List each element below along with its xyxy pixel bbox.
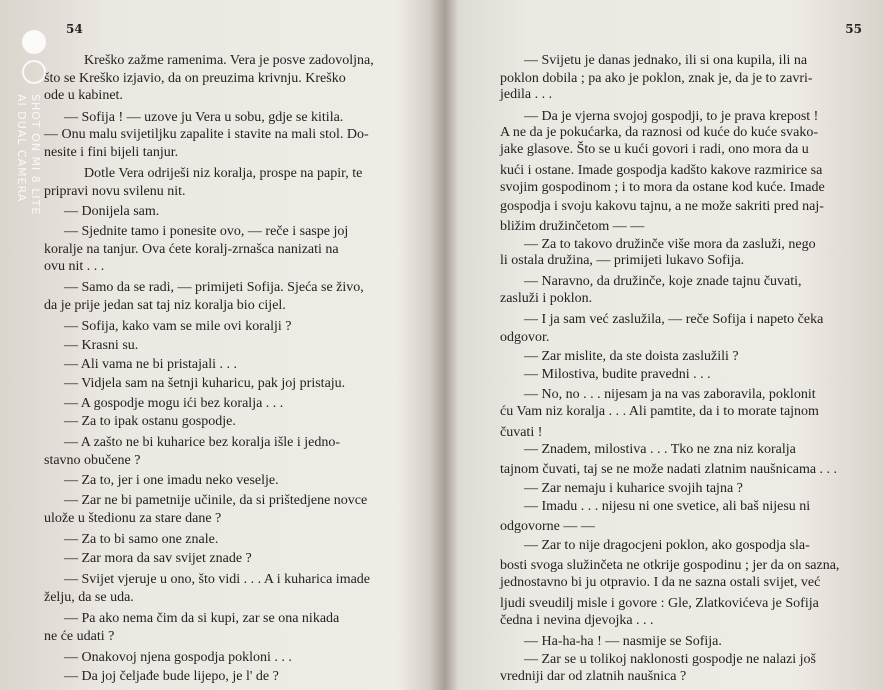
left-text-line: pripravi novu svilenu nit.: [44, 183, 186, 199]
page-number-right: 55: [845, 22, 862, 36]
left-text-line: — Onakovoj njena gospodja pokloni . . .: [64, 649, 292, 665]
watermark-ring-icon: [22, 60, 46, 84]
watermark-dot-icon: [22, 30, 46, 54]
camera-watermark: [14, 30, 54, 310]
left-text-line: — Onu malu svijetiljku zapalite i stavite na mali stol. Do-: [44, 127, 369, 143]
right-text-line: — Ha-ha-ha ! — nasmije se Sofija.: [524, 633, 722, 649]
page-number-left: 54: [66, 22, 83, 36]
right-text-line: — Svijetu je danas jednako, ili si ona kupila, ili na: [524, 53, 808, 68]
left-text-line: što se Kreško izjavio, da on preuzima krivnju. Kreško: [44, 71, 346, 87]
right-text-line: zasluži i poklon.: [500, 291, 593, 307]
left-page: [0, 0, 440, 690]
right-text-line: bosti svoga služinčeta ne otkrije gospodinu ; jer da on sazna,: [500, 557, 840, 573]
left-text-line: — Svijet vjeruje u ono, što vidi . . . A i kuharica imade: [64, 571, 371, 587]
left-text-line: nesite i fini bijeli tanjur.: [44, 144, 179, 160]
left-text-line: — Ali vama ne bi pristajali . . .: [64, 356, 238, 372]
right-text-line: gospodja i svoju kakovu tajnu, a ne može sakriti pred naj-: [500, 199, 824, 215]
right-text-line: — Imadu . . . nijesu ni one svetice, ali baš nijesu ni: [524, 498, 811, 514]
right-text-line: tajnom čuvati, taj se ne može nadati zlatnim naušnicama . . .: [500, 461, 838, 477]
left-text-line: — A zašto ne bi kuharice bez koralja išle i jedno-: [64, 434, 341, 450]
left-text-line: — A gospodje mogu ići bez koralja . . .: [64, 395, 284, 411]
left-text-line: — Zar mora da sav svijet znade ?: [64, 551, 252, 567]
left-text-line: želju, da se uda.: [44, 590, 134, 606]
left-text-line: — Sofija ! — uzove ju Vera u sobu, gdje se kitila.: [64, 110, 344, 126]
right-text-line: — Zar se u tolikoj naklonosti gospodje ne nalazi još: [524, 652, 817, 668]
right-text-line: ću Vam niz koralja . . . Ali pamtite, da i to morate tajnom: [500, 404, 819, 420]
right-text-line: kući i ostane. Imade gospodja kadšto kakove razmirice sa: [500, 163, 823, 179]
right-text-line: čuvati !: [500, 424, 543, 440]
right-text-line: — Da je vjerna svojoj gospodji, to je prava krepost !: [524, 108, 819, 124]
right-text-line: bližim družinčetom — —: [500, 218, 645, 234]
watermark-text: SHOT ON MI 8 LITE AI DUAL CAMERA: [15, 94, 42, 216]
right-text-line: odgovorne — —: [500, 518, 595, 534]
right-text-line: — I ja sam već zaslužila, — reče Sofija i napeto čeka: [524, 311, 824, 327]
right-text-line: — Zar to nije dragocjeni poklon, ako gospodja sla-: [524, 537, 810, 553]
right-text-line: ljudi sveudilj misle i govore : Gle, Zlatkovićeva je Sofija: [500, 595, 819, 611]
left-text-line: ode u kabinet.: [44, 88, 123, 104]
right-text-line: jedila . . .: [500, 87, 553, 103]
left-text-line: — Samo da se radi, — primijeti Sofija. Sjeća se živo,: [64, 279, 364, 295]
left-text-line: — Sjednite tamo i ponesite ovo, — reče i saspe joj: [64, 223, 349, 239]
left-text-line: koralje na tanjur. Ova ćete koralj-zrnašca nanizati na: [44, 241, 339, 257]
left-text-line: — Vidjela sam na šetnji kuharicu, pak joj pristaju.: [64, 375, 346, 391]
right-text-line: čedna i nevina djevojka . . .: [500, 613, 654, 629]
right-text-line: — No, no . . . nijesam ja na vas zaboravila, poklonit: [524, 386, 816, 402]
left-text-line: ulože u štedionu za stare dane ?: [44, 511, 222, 527]
right-text-line: vredniji dar od zlatnih naušnica ?: [500, 669, 687, 684]
left-text-line: — Da joj čeljađe bude lijepo, je l' de ?: [64, 669, 279, 684]
right-text-line: — Milostiva, budite pravedni . . .: [524, 367, 711, 383]
right-text-line: A ne da je pokućarka, da raznosi od kuće do kuće svako-: [500, 125, 818, 141]
right-text-line: jake glasove. Što se u kući govori i radi, ono mora da u: [500, 142, 809, 158]
right-text-line: li ostala družina, — primijeti lukavo Sofija.: [500, 253, 745, 269]
left-text-line: — Krasni su.: [64, 337, 139, 353]
right-page: [458, 0, 884, 690]
left-text-line: — Za to ipak ostanu gospodje.: [64, 414, 236, 430]
left-text-line: Kreško zažme ramenima. Vera je posve zadovoljna,: [84, 53, 374, 68]
left-text-line: — Zar ne bi pametnije učinile, da si prištedjene novce: [64, 493, 368, 508]
left-text-line: Dotle Vera odriješi niz koralja, prospe na papir, te: [84, 166, 363, 182]
right-text-line: — Za to takovo družinče više mora da zasluži, nego: [524, 236, 816, 252]
left-text-line: ovu nit . . .: [44, 258, 105, 274]
left-text-line: — Donijela sam.: [64, 203, 160, 219]
left-text-line: — Pa ako nema čim da si kupi, zar se ona nikada: [64, 610, 340, 626]
left-text-line: — Sofija, kako vam se mile ovi koralji ?: [64, 318, 292, 334]
right-text-line: — Zar nemaju i kuharice svojih tajna ?: [524, 481, 743, 497]
right-text-line: poklon dobila ; pa ako je poklon, znak je, da je to zavri-: [500, 70, 813, 86]
left-text-line: ne će udati ?: [44, 629, 115, 645]
left-text-line: — Za to, jer i one imadu neko veselje.: [64, 473, 279, 489]
right-text-line: jednostavno bi ju otpravio. I da ne sazna ostali svijet, već: [500, 575, 821, 591]
left-text-line: stavno obučene ?: [44, 453, 141, 469]
right-text-line: odgovor.: [500, 330, 550, 346]
right-text-line: svojim gospodinom ; i to mora da ostane kod kuće. Imade: [500, 180, 825, 196]
right-text-line: — Zar mislite, da ste doista zaslužili ?: [524, 348, 739, 364]
left-text-line: — Za to bi samo one znale.: [64, 532, 219, 547]
right-text-line: — Znadem, milostiva . . . Tko ne zna niz koralja: [524, 442, 796, 458]
left-text-line: da je prije jedan sat taj niz koralja bio cijel.: [44, 297, 286, 313]
right-text-line: — Naravno, da družinče, koje znade tajnu čuvati,: [524, 273, 802, 289]
